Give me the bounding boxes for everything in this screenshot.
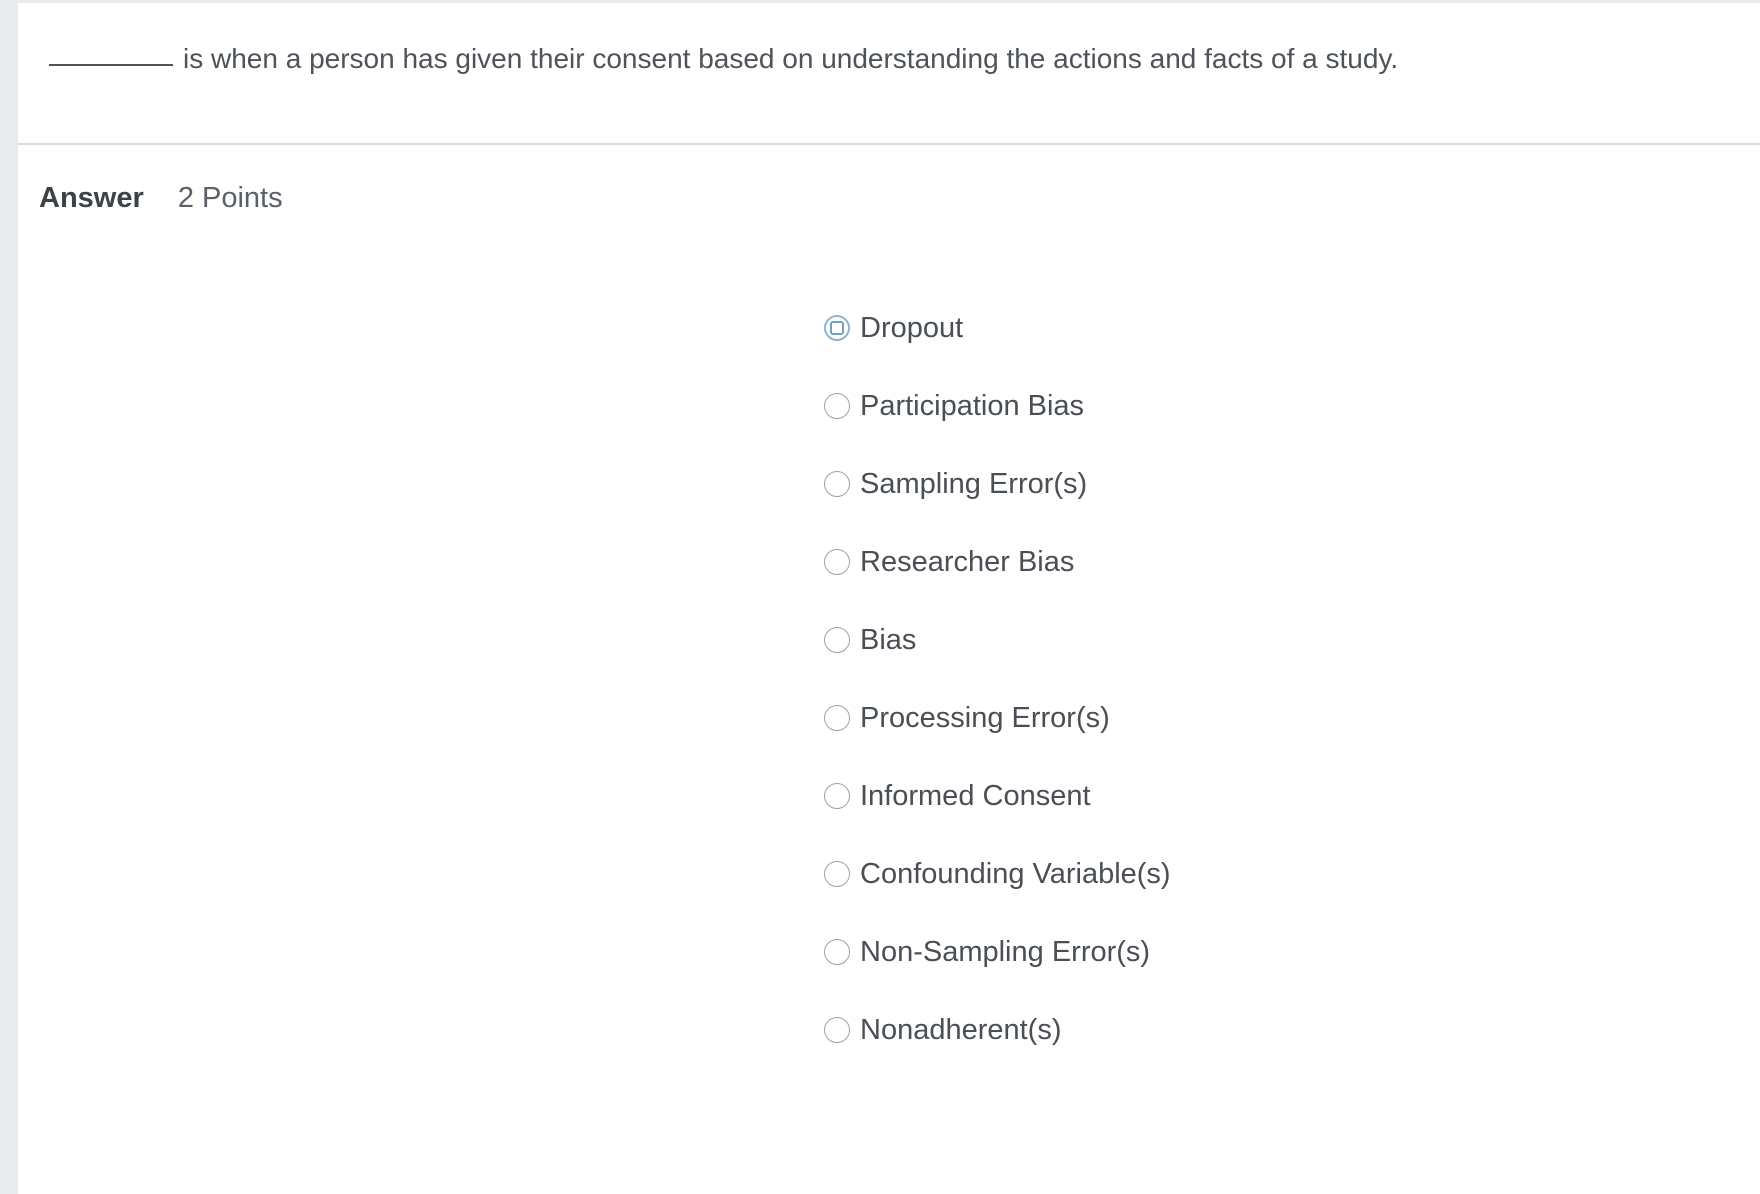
radio-button[interactable]: [824, 315, 850, 341]
radio-button[interactable]: [824, 471, 850, 497]
points-value: 2 Points: [177, 182, 283, 214]
radio-button[interactable]: [824, 939, 850, 965]
radio-button[interactable]: [824, 861, 850, 887]
option-label: Participation Bias: [860, 390, 1085, 422]
option-processing-errors[interactable]: [824, 679, 1171, 757]
answer-header: [39, 180, 283, 216]
option-researcher-bias[interactable]: [824, 523, 1171, 601]
radio-button[interactable]: [824, 783, 850, 809]
option-bias[interactable]: [824, 601, 1171, 679]
radio-button[interactable]: [824, 705, 850, 731]
option-dropout[interactable]: [824, 289, 1171, 367]
question-prompt: [49, 41, 1398, 77]
option-label: Researcher Bias: [860, 546, 1075, 578]
option-nonadherents[interactable]: [824, 991, 1171, 1069]
option-confounding-variables[interactable]: [824, 835, 1171, 913]
option-label: Processing Error(s): [860, 702, 1110, 734]
option-label: Sampling Error(s): [860, 468, 1088, 500]
option-label: Nonadherent(s): [860, 1014, 1062, 1046]
option-label: Non-Sampling Error(s): [860, 936, 1151, 968]
radio-button[interactable]: [824, 549, 850, 575]
option-sampling-errors[interactable]: [824, 445, 1171, 523]
radio-button[interactable]: [824, 627, 850, 653]
option-label: Informed Consent: [860, 780, 1091, 812]
question-section: [18, 3, 1760, 145]
option-label: Dropout: [860, 312, 964, 344]
question-text: is when a person has given their consent based on understanding the actions and facts of a study.: [183, 43, 1399, 74]
option-non-sampling-errors[interactable]: [824, 913, 1171, 991]
option-informed-consent[interactable]: [824, 757, 1171, 835]
option-label: Confounding Variable(s): [860, 858, 1171, 890]
radio-button[interactable]: [824, 393, 850, 419]
fill-in-blank-line: [49, 64, 173, 66]
question-panel: [18, 3, 1760, 1194]
option-participation-bias[interactable]: [824, 367, 1171, 445]
answer-options: [824, 289, 1171, 1069]
radio-button[interactable]: [824, 1017, 850, 1043]
answer-label: Answer: [39, 182, 144, 214]
option-label: Bias: [860, 624, 917, 656]
